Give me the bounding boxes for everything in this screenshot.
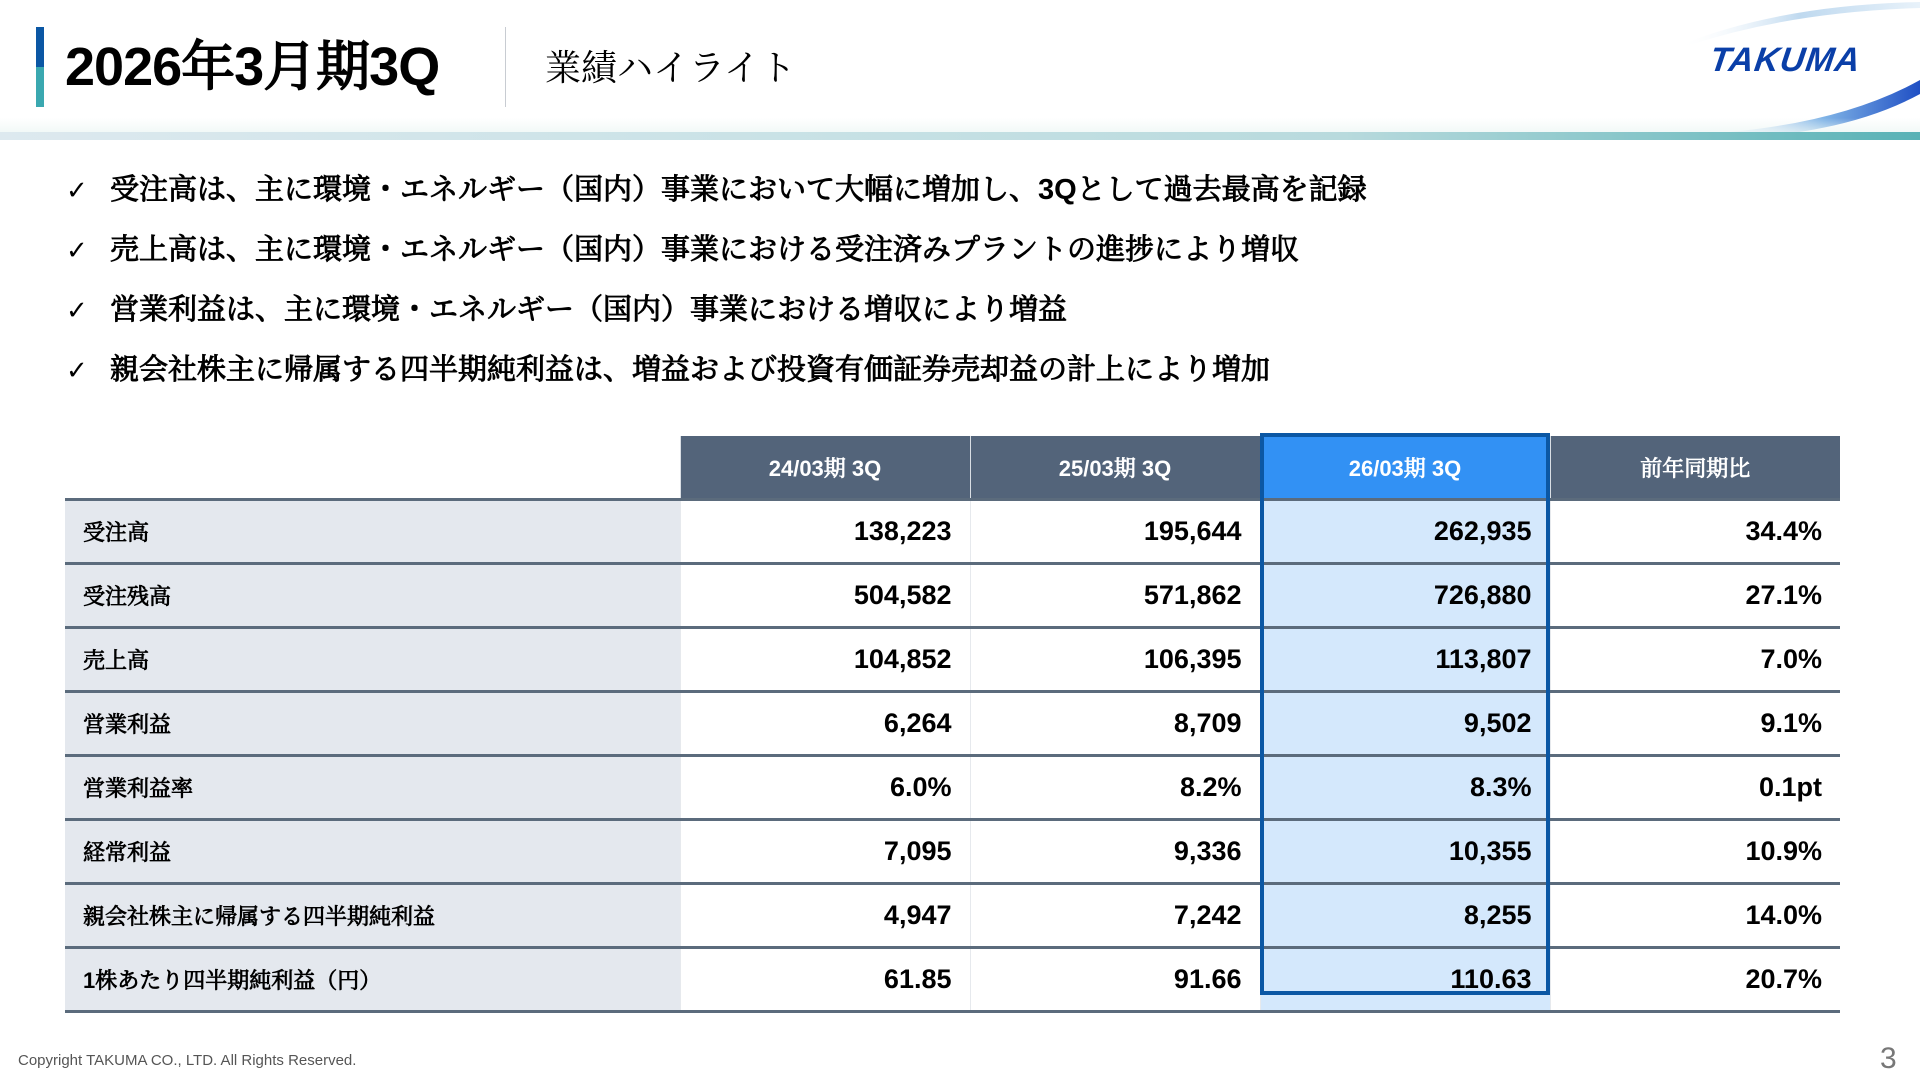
- column-header: 24/03期 3Q: [680, 436, 970, 500]
- title-accent-bar: [36, 27, 44, 107]
- cell-value-highlighted: 8.3%: [1260, 756, 1550, 820]
- cell-value: 104,852: [680, 628, 970, 692]
- highlight-bullets: [66, 168, 1367, 408]
- bullet-text: 営業利益は、主に環境・エネルギー（国内）事業における増収により増益: [110, 294, 1068, 326]
- table-row: [65, 628, 1840, 692]
- check-icon: ✓: [66, 175, 88, 205]
- cell-yoy: 0.1pt: [1550, 756, 1840, 820]
- row-label: 受注残高: [65, 564, 680, 628]
- bullet-item: [66, 228, 1367, 288]
- check-icon: ✓: [66, 295, 88, 325]
- table-row: [65, 564, 1840, 628]
- check-icon: ✓: [66, 235, 88, 265]
- cell-yoy: 14.0%: [1550, 884, 1840, 948]
- cell-value: 6,264: [680, 692, 970, 756]
- cell-value-highlighted: 10,355: [1260, 820, 1550, 884]
- takuma-logo: TAKUMA: [1707, 41, 1864, 79]
- cell-value: 91.66: [970, 948, 1260, 1012]
- row-label: 営業利益率: [65, 756, 680, 820]
- cell-value: 4,947: [680, 884, 970, 948]
- cell-value: 8.2%: [970, 756, 1260, 820]
- table-row: [65, 884, 1840, 948]
- cell-value-highlighted: 113,807: [1260, 628, 1550, 692]
- header-band: [0, 132, 1920, 140]
- cell-value: 7,242: [970, 884, 1260, 948]
- row-label: 経常利益: [65, 820, 680, 884]
- row-label: 1株あたり四半期純利益（円）: [65, 948, 680, 1012]
- cell-value: 6.0%: [680, 756, 970, 820]
- header-band-glow: [0, 118, 1920, 132]
- bullet-text: 親会社株主に帰属する四半期純利益は、増益および投資有価証券売却益の計上により増加: [110, 354, 1271, 386]
- column-header: 前年同期比: [1550, 436, 1840, 500]
- cell-value: 7,095: [680, 820, 970, 884]
- cell-yoy: 20.7%: [1550, 948, 1840, 1012]
- column-header-highlighted: 26/03期 3Q: [1260, 436, 1550, 500]
- table-row: [65, 500, 1840, 564]
- accent-bar-bottom: [36, 67, 44, 107]
- cell-value: 195,644: [970, 500, 1260, 564]
- header-blank-cell: [65, 436, 680, 500]
- check-icon: ✓: [66, 355, 88, 385]
- page-number: 3: [1880, 1042, 1897, 1075]
- row-label: 親会社株主に帰属する四半期純利益: [65, 884, 680, 948]
- cell-value: 106,395: [970, 628, 1260, 692]
- cell-yoy: 9.1%: [1550, 692, 1840, 756]
- financial-highlights-table: [65, 436, 1840, 1013]
- copyright-notice: Copyright TAKUMA CO., LTD. All Rights Reserved.: [18, 1052, 357, 1069]
- table-row: [65, 756, 1840, 820]
- cell-yoy: 7.0%: [1550, 628, 1840, 692]
- table-row: [65, 692, 1840, 756]
- row-label: 営業利益: [65, 692, 680, 756]
- cell-value-highlighted: 8,255: [1260, 884, 1550, 948]
- row-label: 受注高: [65, 500, 680, 564]
- cell-value: 504,582: [680, 564, 970, 628]
- column-header: 25/03期 3Q: [970, 436, 1260, 500]
- cell-value-highlighted: 262,935: [1260, 500, 1550, 564]
- cell-value: 61.85: [680, 948, 970, 1012]
- cell-value-highlighted: 9,502: [1260, 692, 1550, 756]
- table-header-row: [65, 436, 1840, 500]
- bullet-item: [66, 288, 1367, 348]
- cell-value: 8,709: [970, 692, 1260, 756]
- row-label: 売上高: [65, 628, 680, 692]
- table-row: [65, 948, 1840, 1012]
- bullet-item: [66, 348, 1367, 408]
- bullet-text: 売上高は、主に環境・エネルギー（国内）事業における受注済みプラントの進捗により増収: [110, 234, 1300, 266]
- bullet-item: [66, 168, 1367, 228]
- title-divider: [505, 27, 506, 107]
- cell-yoy: 10.9%: [1550, 820, 1840, 884]
- cell-value: 571,862: [970, 564, 1260, 628]
- page-title: 2026年3月期3Q: [65, 37, 440, 97]
- table-row: [65, 820, 1840, 884]
- cell-value: 138,223: [680, 500, 970, 564]
- cell-value-highlighted: 110.63: [1260, 948, 1550, 1012]
- cell-yoy: 34.4%: [1550, 500, 1840, 564]
- cell-value: 9,336: [970, 820, 1260, 884]
- cell-value-highlighted: 726,880: [1260, 564, 1550, 628]
- bullet-text: 受注高は、主に環境・エネルギー（国内）事業において大幅に増加し、3Qとして過去最高を記録: [110, 174, 1367, 206]
- cell-yoy: 27.1%: [1550, 564, 1840, 628]
- accent-bar-top: [36, 27, 44, 67]
- page-subtitle: 業績ハイライト: [545, 47, 796, 88]
